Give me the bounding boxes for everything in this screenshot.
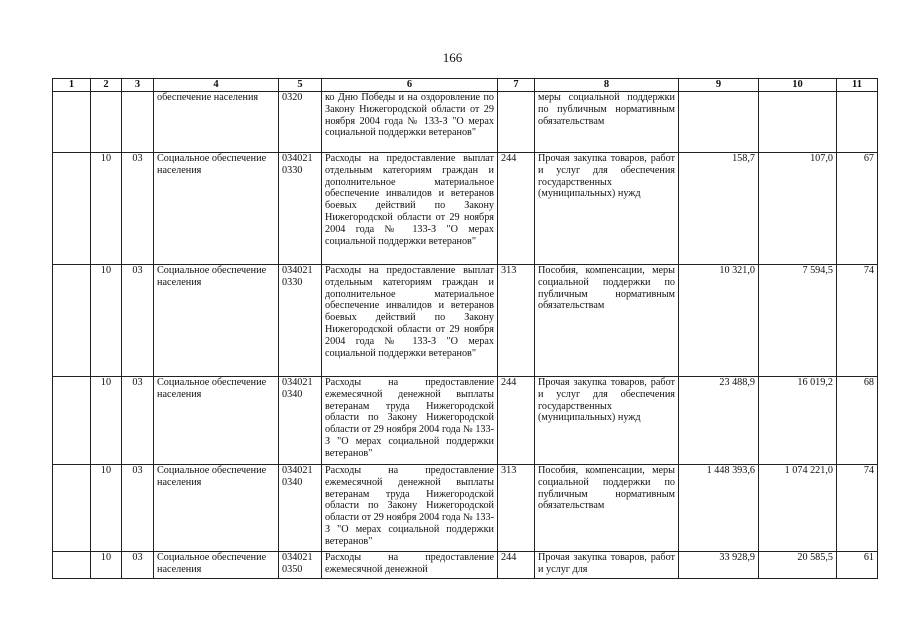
cell-section bbox=[91, 92, 122, 153]
cell-section-name: Социальное обеспечение населения bbox=[154, 377, 279, 465]
cell-description: Расходы на предоставление ежемесячной денежной выплаты ветеранам труда Нижегородской области по Закону Нижегородской области от 29 ноября 2004 года № 133-З "О мерах социальной поддержки ветеранов" bbox=[322, 465, 498, 552]
cell-subsection: 03 bbox=[122, 465, 154, 552]
cell-section: 10 bbox=[91, 552, 122, 579]
cell-amount-actual: 107,0 bbox=[759, 153, 837, 265]
cell-section: 10 bbox=[91, 377, 122, 465]
table-row bbox=[53, 265, 878, 377]
cell-amount-plan bbox=[679, 92, 759, 153]
cell-percent: 67 bbox=[837, 153, 878, 265]
cell-expense-type: 244 bbox=[498, 153, 535, 265]
cell-col-1 bbox=[53, 92, 91, 153]
table-row bbox=[53, 153, 878, 265]
table-row bbox=[53, 552, 878, 579]
cell-section: 10 bbox=[91, 265, 122, 377]
cell-expense-type-name: Прочая закупка товаров, работ и услуг для обеспечения государственных (муниципальных) нужд bbox=[535, 153, 679, 265]
cell-expense-type: 244 bbox=[498, 552, 535, 579]
cell-amount-actual: 7 594,5 bbox=[759, 265, 837, 377]
cell-percent bbox=[837, 92, 878, 153]
cell-percent: 74 bbox=[837, 465, 878, 552]
cell-amount-actual: 20 585,5 bbox=[759, 552, 837, 579]
cell-section-name: обеспечение населения bbox=[154, 92, 279, 153]
cell-subsection bbox=[122, 92, 154, 153]
cell-description: ко Дню Победы и на оздоровление по Закону Нижегородской области от 29 ноября 2004 года № 133-З "О мерах социальной поддержки ветеранов" bbox=[322, 92, 498, 153]
cell-section-name: Социальное обеспечение населения bbox=[154, 465, 279, 552]
cell-amount-plan: 23 488,9 bbox=[679, 377, 759, 465]
cell-target-code: 034021 0330 bbox=[279, 265, 322, 377]
cell-target-code: 034021 0340 bbox=[279, 465, 322, 552]
cell-target-code: 0320 bbox=[279, 92, 322, 153]
cell-section: 10 bbox=[91, 465, 122, 552]
cell-section-name: Социальное обеспечение населения bbox=[154, 153, 279, 265]
cell-subsection: 03 bbox=[122, 265, 154, 377]
cell-section-name: Социальное обеспечение населения bbox=[154, 552, 279, 579]
cell-amount-plan: 10 321,0 bbox=[679, 265, 759, 377]
cell-amount-actual: 1 074 221,0 bbox=[759, 465, 837, 552]
cell-amount-actual: 16 019,2 bbox=[759, 377, 837, 465]
cell-expense-type: 244 bbox=[498, 377, 535, 465]
header-col-10: 10 bbox=[759, 79, 837, 92]
cell-subsection: 03 bbox=[122, 552, 154, 579]
cell-percent: 61 bbox=[837, 552, 878, 579]
header-col-1: 1 bbox=[53, 79, 91, 92]
cell-description: Расходы на предоставление выплат отдельным категориям граждан и дополнительное материальное обеспечение инвалидов и ветеранов боевых действий по Закону Нижегородской области от 29 ноября 2004 года № 133-З "О мерах социальной поддержки ветеранов" bbox=[322, 265, 498, 377]
table-row bbox=[53, 92, 878, 153]
budget-table bbox=[52, 78, 878, 579]
cell-target-code: 034021 0350 bbox=[279, 552, 322, 579]
cell-description: Расходы на предоставление выплат отдельным категориям граждан и дополнительное материальное обеспечение инвалидов и ветеранов боевых действий по Закону Нижегородской области от 29 ноября 2004 года № 133-З "О мерах социальной поддержки ветеранов" bbox=[322, 153, 498, 265]
cell-percent: 68 bbox=[837, 377, 878, 465]
cell-expense-type: 313 bbox=[498, 465, 535, 552]
cell-expense-type-name: Пособия, компенсации, меры социальной поддержки по публичным нормативным обязательствам bbox=[535, 265, 679, 377]
cell-subsection: 03 bbox=[122, 377, 154, 465]
table-row bbox=[53, 465, 878, 552]
cell-col-1 bbox=[53, 153, 91, 265]
cell-amount-plan: 158,7 bbox=[679, 153, 759, 265]
header-col-9: 9 bbox=[679, 79, 759, 92]
cell-target-code: 034021 0330 bbox=[279, 153, 322, 265]
cell-expense-type bbox=[498, 92, 535, 153]
cell-expense-type-name: Прочая закупка товаров, работ и услуг для обеспечения государственных (муниципальных) нужд bbox=[535, 377, 679, 465]
header-col-11: 11 bbox=[837, 79, 878, 92]
cell-section-name: Социальное обеспечение населения bbox=[154, 265, 279, 377]
cell-amount-plan: 1 448 393,6 bbox=[679, 465, 759, 552]
header-col-8: 8 bbox=[535, 79, 679, 92]
cell-subsection: 03 bbox=[122, 153, 154, 265]
header-col-6: 6 bbox=[322, 79, 498, 92]
cell-col-1 bbox=[53, 552, 91, 579]
cell-description: Расходы на предоставление ежемесячной денежной выплаты ветеранам труда Нижегородской области по Закону Нижегородской области от 29 ноября 2004 года № 133-З "О мерах социальной поддержки ветеранов" bbox=[322, 377, 498, 465]
cell-expense-type-name: Пособия, компенсации, меры социальной поддержки по публичным нормативным обязательствам bbox=[535, 465, 679, 552]
cell-amount-actual bbox=[759, 92, 837, 153]
header-col-7: 7 bbox=[498, 79, 535, 92]
cell-expense-type-name: Прочая закупка товаров, работ и услуг для bbox=[535, 552, 679, 579]
header-col-3: 3 bbox=[122, 79, 154, 92]
cell-amount-plan: 33 928,9 bbox=[679, 552, 759, 579]
cell-col-1 bbox=[53, 377, 91, 465]
cell-description: Расходы на предоставление ежемесячной денежной bbox=[322, 552, 498, 579]
header-col-2: 2 bbox=[91, 79, 122, 92]
cell-target-code: 034021 0340 bbox=[279, 377, 322, 465]
header-col-5: 5 bbox=[279, 79, 322, 92]
cell-col-1 bbox=[53, 265, 91, 377]
cell-expense-type-name: меры социальной поддержки по публичным нормативным обязательствам bbox=[535, 92, 679, 153]
header-col-4: 4 bbox=[154, 79, 279, 92]
header-row bbox=[53, 79, 878, 92]
cell-col-1 bbox=[53, 465, 91, 552]
cell-section: 10 bbox=[91, 153, 122, 265]
table-row bbox=[53, 377, 878, 465]
cell-percent: 74 bbox=[837, 265, 878, 377]
page-number: 166 bbox=[442, 50, 463, 65]
cell-expense-type: 313 bbox=[498, 265, 535, 377]
